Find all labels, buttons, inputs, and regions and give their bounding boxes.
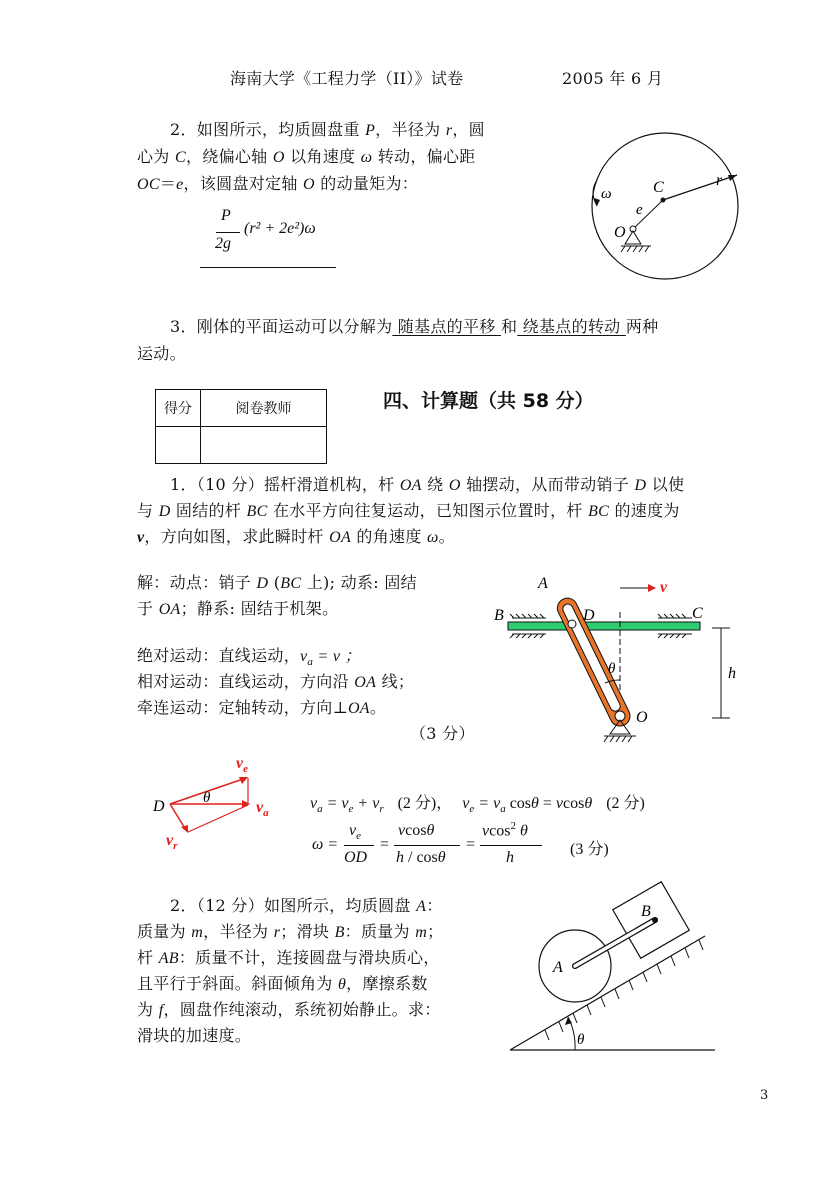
- pin-D: [568, 620, 576, 628]
- svg-text:ve: $v_e$: [236, 755, 248, 775]
- vec-D: D: [153, 798, 165, 815]
- fig-r-label: r: [716, 172, 723, 189]
- score-cell[interactable]: [156, 427, 201, 464]
- calc2-line5: 为 f，圆盘作纯滚动，系统初始静止。求：: [137, 1000, 441, 1019]
- q2-disc-figure: [555, 130, 773, 280]
- score-col1: 得分: [156, 390, 201, 427]
- q2-line3: OC＝e，该圆盘对定轴 O 的动量矩为：: [137, 174, 419, 193]
- page-number: 3: [760, 1088, 769, 1103]
- calc1-line2: 与 D 固结的杆 BC 在水平方向往复运动，已知图示位置时，杆 BC 的速度为: [137, 501, 680, 520]
- sol-points-3: （3 分）: [410, 724, 475, 743]
- svg-text:vr: $v_r$: [166, 832, 178, 850]
- vec-theta: θ: [203, 790, 211, 806]
- fig-C-label: C: [653, 179, 664, 196]
- fig1-B: B: [494, 607, 504, 624]
- fig1-theta: θ: [608, 661, 616, 677]
- q3-blank1: 随基点的平移: [392, 317, 501, 336]
- section-title: 四、计算题（共 58 分）: [383, 390, 594, 412]
- sol-line2: 于 OA；静系: 固结于机架。: [137, 599, 339, 618]
- fig-e-label: e: [636, 202, 643, 218]
- q3-blank2: 绕基点的转动: [517, 317, 626, 336]
- exam-date: 2005 年 6 月: [562, 69, 664, 88]
- fig1-h: h: [728, 665, 736, 682]
- sol-tr-motion: 牵连运动：定轴转动，方向⊥OA。: [137, 698, 387, 717]
- calc2-line4: 且平行于斜面。斜面倾角为 θ，摩擦系数: [137, 974, 428, 993]
- fig1-v: v: [660, 579, 668, 596]
- mechanism-figure: [490, 570, 750, 745]
- calc2-line2: 质量为 m，半径为 r；滑块 B：质量为 m；: [137, 922, 444, 941]
- velocity-triangle: [148, 750, 288, 850]
- calc2-line1: 2．（12 分）如图所示，均质圆盘 A：: [170, 896, 443, 915]
- fig1-O: O: [636, 709, 648, 726]
- calc2-line6: 滑块的加速度。: [137, 1026, 252, 1045]
- bar-BC: [508, 622, 700, 630]
- equation-2: ω = $v_e$ OD = vcosθ h / cosθ = vcos$^2$ θ h (3 分): [312, 820, 609, 866]
- exam-title: 海南大学《工程力学（II）》试卷: [230, 69, 464, 88]
- fig1-A: A: [538, 575, 548, 592]
- fig2-B: B: [641, 903, 651, 920]
- q2-line1: 2．如图所示，均质圆盘重 P，半径为 r，圆: [170, 120, 485, 139]
- fig1-D: D: [583, 607, 595, 624]
- sol-rel-motion: 相对运动：直线运动，方向沿 OA 线；: [137, 672, 415, 691]
- fig1-C: C: [692, 605, 703, 622]
- incline-figure: [505, 880, 720, 1055]
- fig-O-label: O: [614, 224, 626, 241]
- fig2-theta: θ: [577, 1032, 585, 1048]
- score-table: [155, 389, 327, 464]
- q2-line2: 心为 C，绕偏心轴 O 以角速度 ω 转动，偏心距: [137, 147, 476, 166]
- disc-circle: [592, 133, 738, 279]
- score-col2: 阅卷教师: [201, 390, 327, 427]
- q3-line2: 运动。: [137, 344, 186, 363]
- sol-abs-motion: 绝对运动：直线运动，$v_a = v$ ；: [137, 646, 361, 669]
- equation-1: $v_a = v_e + v_r$ (2 分)， $v_e = v_a$ cosθ = vcosθ (2 分): [310, 795, 645, 816]
- q2-answer: P 2g (r² + 2e²)ω: [200, 205, 336, 268]
- calc1-line3: v，方向如图，求此瞬时杆 OA 的角速度 ω。: [137, 527, 455, 546]
- teacher-cell[interactable]: [201, 427, 327, 464]
- q3-line1: 3．刚体的平面运动可以分解为 随基点的平移 和 绕基点的转动 两种: [170, 317, 659, 336]
- svg-text:va: $v_a$: [256, 799, 269, 819]
- calc2-line3: 杆 AB：质量不计，连接圆盘与滑块质心，: [137, 948, 440, 967]
- fig2-A: A: [553, 959, 563, 976]
- sol-line1: 解：动点：销子 D (BC 上); 动系: 固结: [137, 573, 417, 592]
- calc1-line1: 1．（10 分）摇杆滑道机构，杆 OA 绕 O 轴摆动，从而带动销子 D 以使: [170, 475, 685, 494]
- fig-omega-label: ω: [601, 186, 612, 202]
